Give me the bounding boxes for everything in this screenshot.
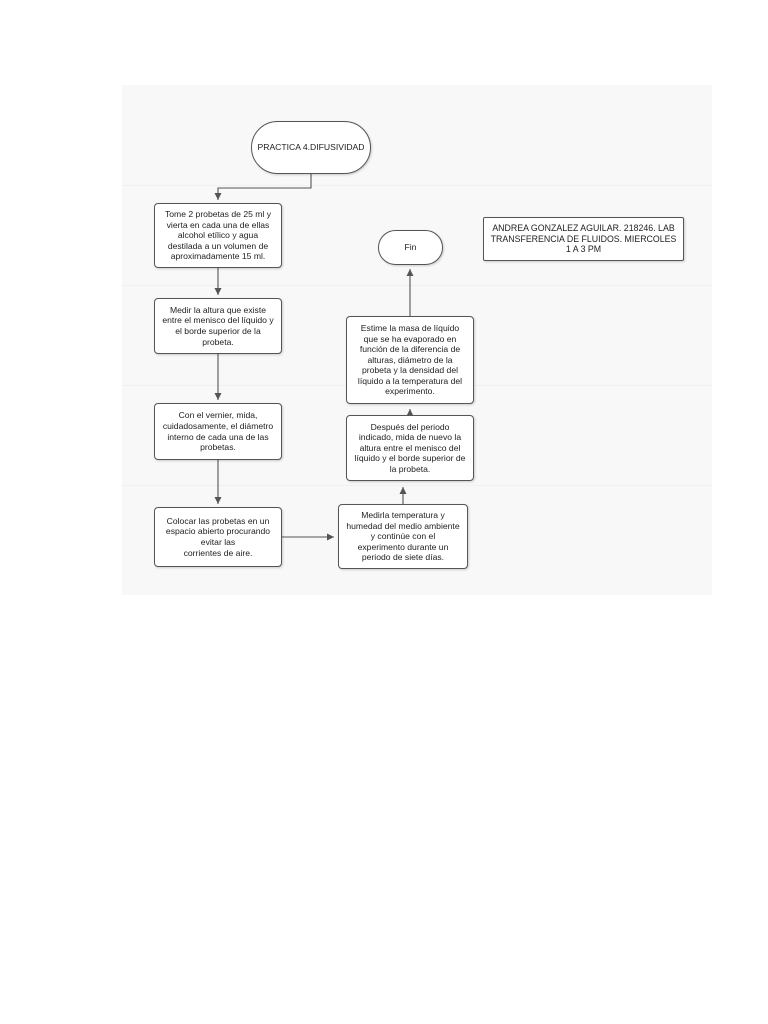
connector-start-to-step-1 xyxy=(218,174,311,200)
step-6-box: Después del periodo indicado, mida de nuevo la altura entre el menisco del líquido y el borde superior de la probeta. xyxy=(346,415,474,481)
step-4-box: Colocar las probetas en un espacio abierto procurando evitar las corrientes de aire. xyxy=(154,507,282,567)
start-node: PRACTICA 4.DIFUSIVIDAD xyxy=(251,121,371,174)
end-node: Fin xyxy=(378,230,443,265)
step-3-box: Con el vernier, mida, cuidadosamente, el diámetro interno de cada una de las probetas. xyxy=(154,403,282,460)
author-note-box: ANDREA GONZALEZ AGUILAR. 218246. LAB TRANSFERENCIA DE FLUIDOS. MIERCOLES 1 A 3 PM xyxy=(483,217,684,261)
step-5-box: Medirla temperatura y humedad del medio ambiente y continúe con el experimento durante un periodo de siete días. xyxy=(338,504,468,569)
step-2-box: Medir la altura que existe entre el menisco del líquido y el borde superior de la probeta. xyxy=(154,298,282,354)
step-7-box: Estime la masa de líquido que se ha evaporado en función de la diferencia de alturas, diámetro de la probeta y la densidad del líquido a la temperatura del experimento. xyxy=(346,316,474,404)
step-1-box: Tome 2 probetas de 25 ml y vierta en cada una de ellas alcohol etílico y agua destilada a un volumen de aproximadamente 15 ml. xyxy=(154,203,282,268)
